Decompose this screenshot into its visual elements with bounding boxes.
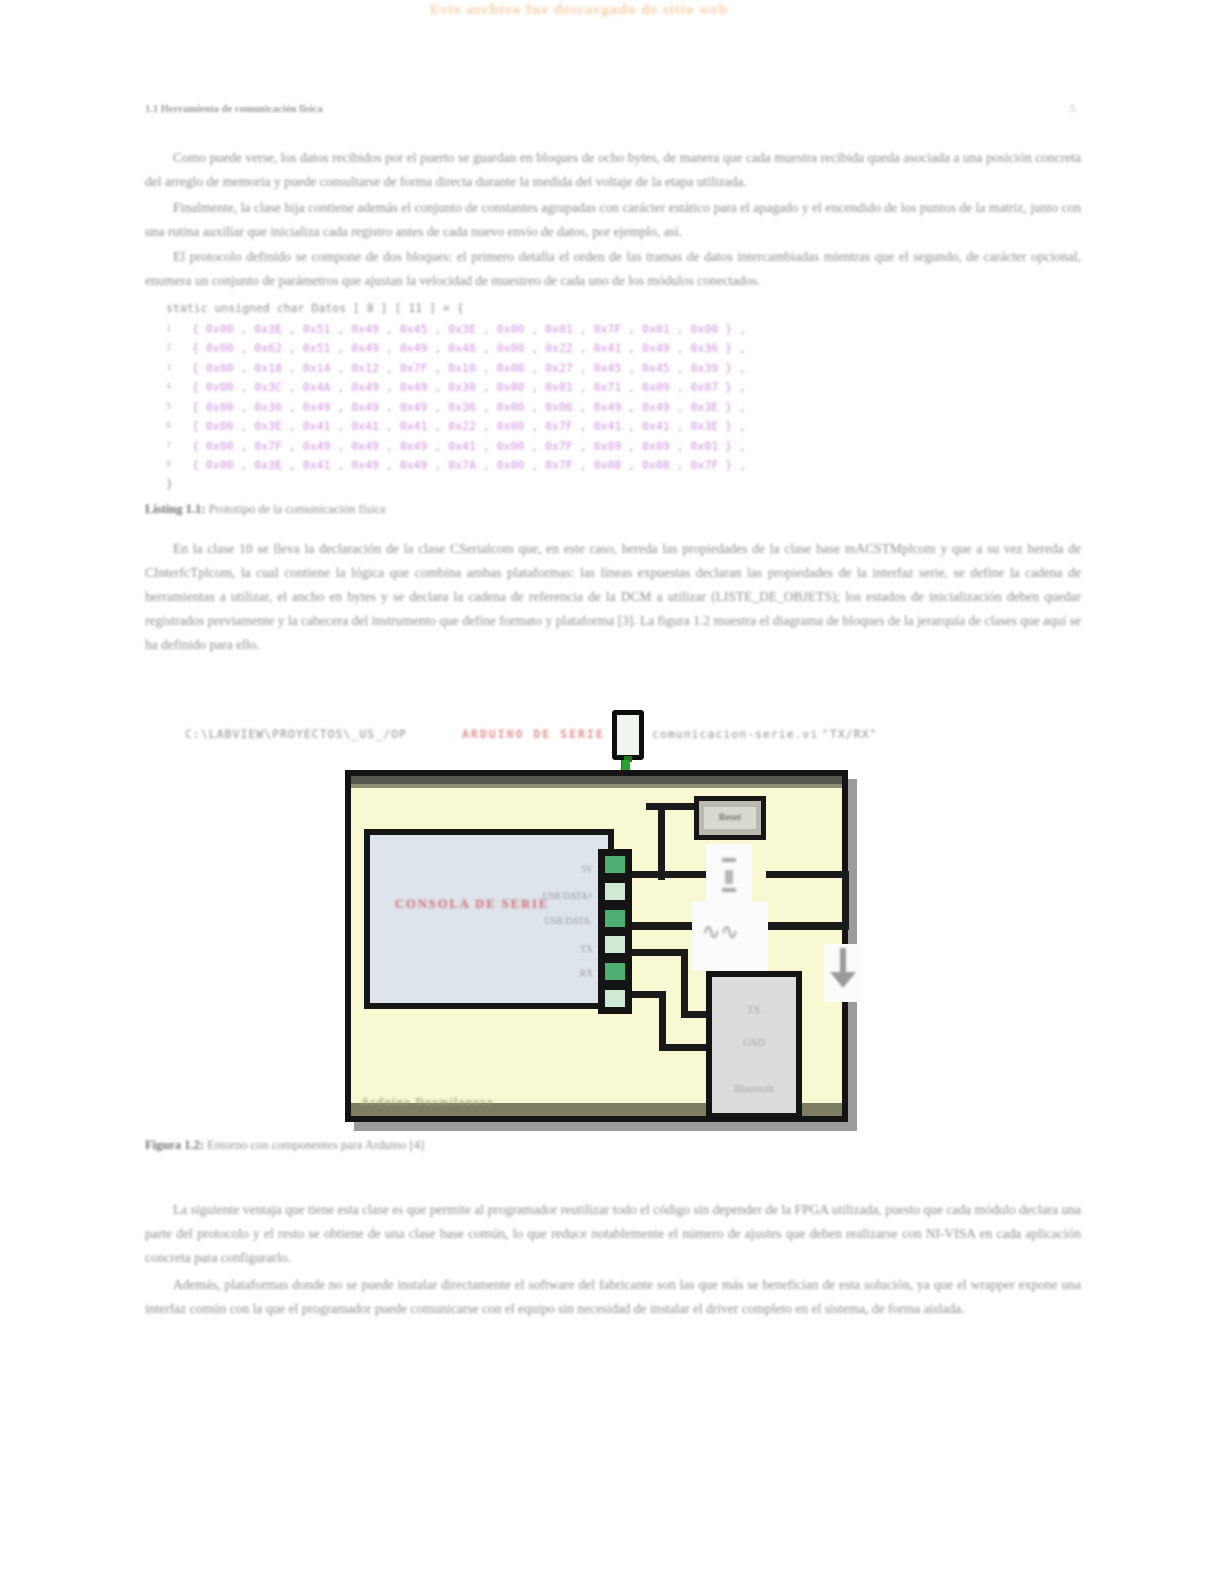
pin [605,883,625,900]
reset-label: Reset [718,813,742,823]
line-number: 1 [166,323,172,334]
page-number: 5 [1070,103,1076,115]
side-box-line: TX [747,1005,761,1016]
line-number: 8 [166,460,172,471]
listing-caption-label: Listing 1.1: [145,502,206,516]
code-line [166,417,746,437]
wire [659,991,666,1051]
pin-label: RX [579,969,593,979]
figure-tail-label: "TX/RX" [822,727,878,741]
code-line [166,456,746,476]
paragraph-3: El protocolo definido se compone de dos bloques: el primero detalla el orden de las tramas de datos intercambiadas mientras que el segundo, de carácter opcional, enumera un conjunto de parámetros que ajustan la velocidad de muestreo de cada uno de los módulos conectados. [145,249,1081,288]
listing-signature: static unsigned char Datos [ 8 ] [ 11 ] = { [166,301,464,315]
paragraph-mid: En la clase 10 se lleva la declaración de la clase CSerialcom que, en este caso, hereda las propiedades de la clase base mACSTMplcom y que a su vez hereda de CInterfcTplcom, la cual contiene la lógica que combina ambas plataformas: las líneas expuestas declaran las propiedades de la interfaz serie, se define la cadena de herramientas a utilizar, el ancho en bytes y se declara la cadena de referencia de la DCM a utilizar (LISTE_DE_OBJETS); los estados de inicialización deben quedar registrados previamente y la cabecera del instrumento que define formato y plataforma [3]. La figura 1.2 muestra el diagrama de bloques de la jerarquía de clases que aquí se ha definido para ello. [145,541,1081,652]
code-line [166,436,746,456]
line-number: 2 [166,343,172,354]
pin-label: TX [580,945,593,955]
figure-caption-label: Figura 1.2: [145,1138,205,1152]
module-red-label: CONSOLA DE SERIE [395,897,550,911]
pin [605,910,625,927]
wire [659,1044,707,1051]
figure-red-label: ARDUINO DE SERIE [462,727,605,741]
code-text: { 0x00 , 0x36 , 0x49 , 0x49 , 0x49 , 0x36 , 0x00 , 0x06 , 0x49 , 0x49 , 0x3E } , [192,399,746,414]
listing-caption [145,502,386,517]
transistor-symbol-patch [706,844,752,902]
reset-button-face [704,807,756,829]
pin [605,856,625,873]
code-text: { 0x00 , 0x18 , 0x14 , 0x12 , 0x7F , 0x10 , 0x00 , 0x27 , 0x45 , 0x45 , 0x39 } , [192,360,746,375]
wire [646,803,694,810]
pin [605,990,625,1007]
line-number: 4 [166,382,172,393]
code-text: { 0x00 , 0x3E , 0x41 , 0x49 , 0x49 , 0x7A , 0x00 , 0x7F , 0x08 , 0x08 , 0x7F } , [192,458,746,473]
usb-connector-icon [612,710,644,760]
pin [605,963,625,980]
code-listing [166,319,746,475]
line-number: 7 [166,440,172,451]
listing-caption-text: Prototipo de la comunicación física [208,502,386,516]
code-line [166,339,746,359]
code-text: { 0x00 , 0x3C , 0x4A , 0x49 , 0x49 , 0x30 , 0x00 , 0x01 , 0x71 , 0x09 , 0x07 } , [192,380,746,395]
line-number: 5 [166,401,172,412]
pin-header [598,849,632,1014]
watermark-text: Este archivo fue descargado de sitio web [430,2,729,18]
bluetooth-module-box [706,971,802,1119]
listing-closing-brace: } [166,477,173,491]
paragraph-1: Como puede verse, los datos recibidos por el puerto se guardan en bloques de ocho bytes, de manera que cada muestra recibida queda asociada a una posición concreta del arreglo de memoria y puede consultarse de forma directa durante la medida del voltaje de la etapa utilizada. [145,150,1081,189]
wire [842,874,849,930]
pin-label: 5V [581,865,593,875]
board-footer-label: Arduino Duemilanove [361,1096,494,1108]
paragraph-2: Finalmente, la clase hija contiene además el conjunto de constantes agrupadas con carácter estático para el apagado y el encendido de los puntos de la matriz, junto con una rutina auxiliar que inicializa cada registro antes de cada nuevo envío de datos, por ejemplo, así. [145,200,1081,239]
code-text: { 0x00 , 0x3E , 0x41 , 0x41 , 0x41 , 0x22 , 0x00 , 0x7F , 0x41 , 0x41 , 0x3E } , [192,419,746,434]
running-header-section: 1.1 Herramienta de comunicación física [145,104,323,115]
wire [681,949,688,1018]
wire [658,803,665,880]
code-text: { 0x00 , 0x62 , 0x51 , 0x49 , 0x49 , 0x46 , 0x00 , 0x22 , 0x41 , 0x49 , 0x36 } , [192,341,746,356]
code-line [166,319,746,339]
pin-label: USB DATA+ [542,892,593,902]
figure-right-label: comunicacion-serie.vi [652,727,819,741]
side-box-line: Bluetooth [734,1084,774,1095]
side-box-line: GND [743,1038,765,1049]
code-line [166,378,746,398]
wire [681,1011,707,1018]
wire [632,949,686,956]
figure-caption [145,1138,424,1153]
paragraph-bottom-1: La siguiente ventaja que tiene esta clase es que permite al programador reutilizar todo el código sin depender de la FPGA utilizada, puesto que cada módulo declara una parte del protocolo y el resto se obtiene de una clase base común, lo que reduce notablemente el número de ajustes que deben realizarse con NI-VISA en cada aplicación concreta para configurarlo. [145,1202,1081,1265]
code-line [166,358,746,378]
wire [632,871,706,878]
crystal-symbol-patch: ∿∿ [692,901,768,971]
pin-label: USB DATA- [544,917,593,927]
line-number: 6 [166,421,172,432]
reset-button [694,796,766,840]
board-top-band [351,784,842,788]
paragraph-bottom-2: Además, plataformas donde no se puede instalar directamente el software del fabricante son las que más se benefician de esta solución, ya que el wrapper expone una interfaz común con la que el programador puede comunicarse con el equipo sin necesidad de instalar el driver completo en el sistema, de forma aislada. [145,1277,1081,1316]
code-text: { 0x00 , 0x3E , 0x51 , 0x49 , 0x45 , 0x3E , 0x00 , 0x01 , 0x7F , 0x01 , 0x00 } , [192,321,746,336]
figure-path-label: C:\LABVIEW\PROYECTOS\_US_/OP [185,727,407,741]
pin [605,936,625,953]
code-text: { 0x00 , 0x7F , 0x49 , 0x49 , 0x49 , 0x41 , 0x00 , 0x7F , 0x09 , 0x09 , 0x01 } , [192,438,746,453]
figure-caption-text: Entorno con componentes para Arduino [4] [207,1138,425,1152]
arduino-board-diagram [345,770,848,1122]
board-top-band [351,776,842,784]
line-number: 3 [166,362,172,373]
code-line [166,397,746,417]
wire [766,871,849,878]
ground-icon [824,944,862,1002]
